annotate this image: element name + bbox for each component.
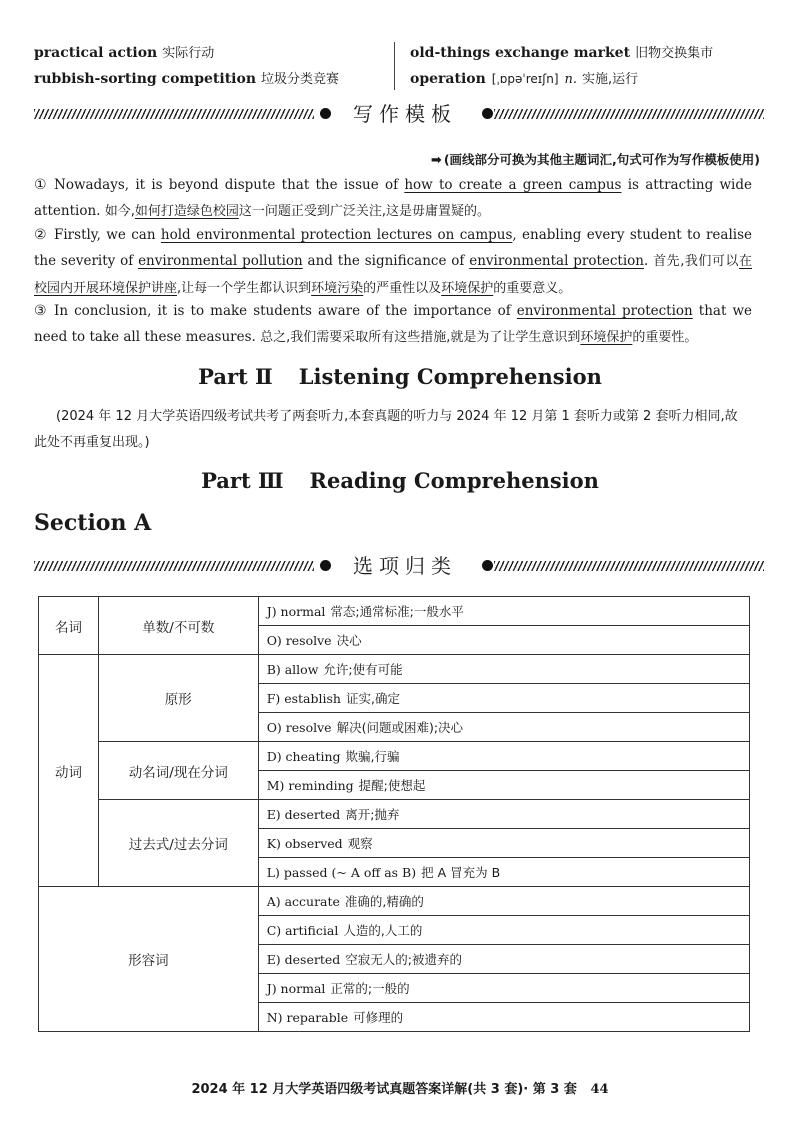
banner-title: 选项归类 [353,554,457,578]
entry-meaning: 正常的;一般的 [330,981,410,996]
part-3-heading [0,468,800,493]
category-cell: 动词 [39,655,99,887]
hatch-decoration [494,109,764,119]
translation-run: 的严重性以及 [363,281,442,296]
entry-term: B) allow [266,662,319,677]
text-run: that we need to take all these measures. [34,303,752,345]
entry-cell [258,742,749,771]
page-footer [0,1078,800,1097]
table-row [39,742,750,771]
translation-run: ,让每一个学生都认识到 [177,281,312,296]
subcategory-cell: 过去式/过去分词 [98,800,258,887]
translation-run: 这一问题正受到广泛关注,这是毋庸置疑的。 [238,204,491,219]
arrow-right-icon: ➡ [430,153,442,168]
writing-template-banner [34,100,764,130]
underlined-phrase: environmental protection [469,253,644,269]
part-title: Reading Comprehension [309,468,599,493]
entry-cell [258,655,749,684]
vocab-left-column [34,40,384,92]
entry-meaning: 提醒;使想起 [358,778,426,793]
entry-cell [258,916,749,945]
entry-cell [258,626,749,655]
entry-term: C) artificial [266,923,339,938]
entry-term: L) passed (~ A off as B) [266,865,417,880]
underlined-phrase: 环境污染 [311,281,364,296]
entry-cell [258,858,749,887]
entry-term: E) deserted [266,807,341,822]
part-2-heading [0,364,800,389]
subcategory-cell: 原形 [98,655,258,742]
template-paragraph-1 [34,172,752,225]
table-row [39,887,750,916]
vocab-term: rubbish-sorting competition [34,71,257,87]
vocab-term: operation [410,71,486,87]
text-run: . [644,253,654,269]
underlined-phrase: 如何打造绿色校园 [134,204,239,219]
part-label: Part Ⅱ [198,364,273,389]
vocab-divider [394,42,395,90]
vocab-meaning: 旧物交换集市 [635,46,714,61]
underlined-phrase: 环境保护 [580,330,633,345]
page-number: 44 [590,1082,609,1097]
entry-term: N) reparable [266,1010,349,1025]
entry-meaning: 决心 [336,633,362,648]
entry-cell [258,974,749,1003]
underlined-phrase: hold environmental protection lectures on campus [160,227,513,243]
entry-meaning: 人造的,人工的 [343,923,423,938]
vocab-phonetic: [ˌɒpəˈreɪʃn] [491,72,559,86]
template-paragraph-3 [34,298,752,351]
table-row [39,597,750,626]
underlined-phrase: how to create a green campus [404,177,622,193]
vocab-meaning: 垃圾分类竞赛 [261,72,340,87]
subcategory-cell: 单数/不可数 [98,597,258,655]
category-cell: 形容词 [39,887,259,1032]
vocab-item [410,40,770,66]
table-row [39,655,750,684]
text-run: , enabling every student to realise the severity of [34,227,752,269]
text-run: is attracting wide attention. [34,177,752,219]
table-row [39,800,750,829]
entry-cell [258,713,749,742]
entry-meaning: 空寂无人的;被遗弃的 [345,952,462,967]
translation-run: 总之,我们需要采取所有这些措施,就是为了让学生意识到 [260,330,581,345]
template-note-text: (画线部分可换为其他主题词汇,句式可作为写作模板使用) [443,152,760,167]
listening-note: (2024 年 12 月大学英语四级考试共考了两套听力,本套真题的听力与 2024 年 12 月第 1 套听力或第 2 套听力相同,故此处不再重复出现。) [34,409,738,450]
entry-meaning: 证实,确定 [345,691,400,706]
vocab-right-column [410,40,770,92]
entry-cell [258,829,749,858]
translation-run: 的重要意义。 [493,281,572,296]
entry-cell [258,771,749,800]
category-cell: 名词 [39,597,99,655]
translation-run: 首先,我们可以 [653,254,739,269]
entry-meaning: 准确的,精确的 [344,894,424,909]
underlined-phrase: environmental pollution [138,253,303,269]
entry-term: O) resolve [266,720,332,735]
option-classification-banner [34,552,764,582]
entry-meaning: 离开;抛弃 [345,807,400,822]
entry-term: A) accurate [266,894,340,909]
text-run: In conclusion, it is to make students aware of the importance of [54,303,517,319]
entry-term: J) normal [266,604,326,619]
entry-meaning: 解决(问题或困难);决心 [336,720,464,735]
entry-meaning: 可修理的 [353,1010,404,1025]
part-title: Listening Comprehension [298,364,602,389]
entry-term: F) establish [266,691,341,706]
hatch-decoration [494,561,764,571]
vocab-term: old-things exchange market [410,45,631,61]
entry-cell [258,945,749,974]
underlined-phrase: environmental protection [516,303,693,319]
entry-term: K) observed [266,836,343,851]
entry-term: M) reminding [266,778,354,793]
entry-meaning: 欺骗,行骗 [345,749,400,764]
paragraph-number: ① [34,177,47,193]
paragraph-number: ③ [34,303,47,319]
text-run: Nowadays, it is beyond dispute that the issue of [54,177,405,193]
bullet-dot [320,108,331,119]
bullet-dot [482,560,493,571]
entry-meaning: 常态;通常标准;一般水平 [330,604,464,619]
part-label: Part Ⅲ [201,468,284,493]
vocab-term: practical action [34,45,158,61]
hatch-decoration [34,109,314,119]
vocab-item [34,66,384,92]
entry-term: E) deserted [266,952,341,967]
text-run: and the significance of [302,253,470,269]
entry-cell [258,1003,749,1032]
template-note [431,150,760,168]
vocab-item [34,40,384,66]
banner-title: 写作模板 [353,102,457,126]
entry-meaning: 允许;使有可能 [323,662,403,677]
vocab-meaning: 实施,运行 [582,72,639,87]
footer-text: 2024 年 12 月大学英语四级考试真题答案详解(共 3 套)· 第 3 套 [191,1082,577,1097]
entry-term: O) resolve [266,633,332,648]
entry-term: J) normal [266,981,326,996]
entry-cell [258,597,749,626]
subcategory-cell: 动名词/现在分词 [98,742,258,800]
vocabulary-block [34,40,774,96]
vocab-meaning: 实际行动 [162,46,215,61]
translation-run: 的重要性。 [632,330,698,345]
entry-term: D) cheating [266,749,341,764]
vocab-part-of-speech: n. [564,72,578,87]
underlined-phrase: 环境保护 [441,281,494,296]
entry-cell [258,800,749,829]
underlined-phrase: 在校园内开展环境保护讲座 [34,254,752,296]
entry-meaning: 观察 [347,836,373,851]
translation-run: 如今, [104,204,135,219]
word-classification-table [38,596,750,1032]
hatch-decoration [34,561,314,571]
entry-meaning: 把 A 冒充为 B [421,865,501,880]
vocab-item [410,66,770,92]
text-run: Firstly, we can [54,227,161,243]
section-a-heading: Section A [34,510,152,536]
bullet-dot [482,108,493,119]
paragraph-number: ② [34,227,47,243]
entry-cell [258,684,749,713]
bullet-dot [320,560,331,571]
entry-cell [258,887,749,916]
template-paragraph-2 [34,222,752,302]
